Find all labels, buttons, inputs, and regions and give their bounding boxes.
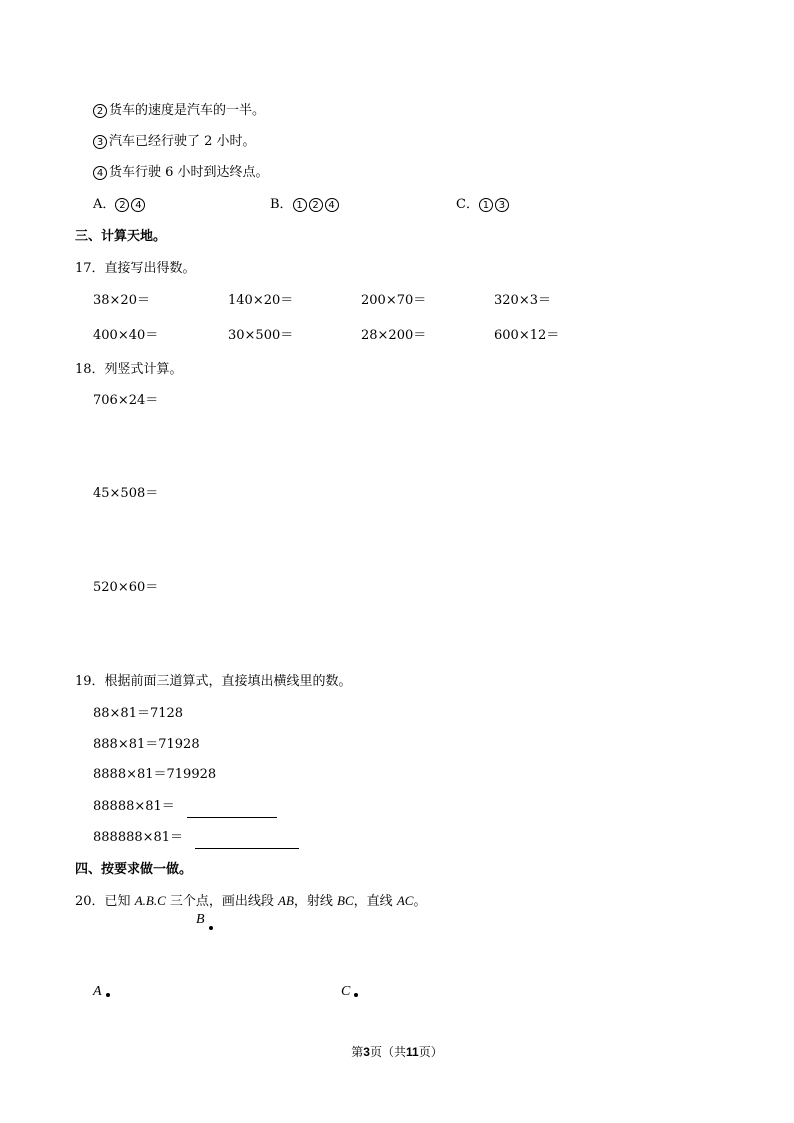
- q19-item-5: [93, 830, 299, 849]
- circled-number: 3: [93, 135, 107, 149]
- q20-text: 三个点，画出线段: [165, 894, 279, 909]
- point-c-label: C: [341, 984, 351, 999]
- option-c[interactable]: [456, 197, 511, 213]
- q19-expression: 88888×81＝: [93, 799, 175, 814]
- statement-text: 货车的速度是汽车的一半。: [109, 103, 266, 118]
- option-letter: A．: [93, 197, 116, 212]
- option-letter: C．: [456, 197, 479, 212]
- q19-item-4: [93, 799, 277, 818]
- q20-label: [75, 893, 426, 910]
- q20-text: ，直线: [353, 894, 397, 909]
- point-a-dot[interactable]: [106, 993, 110, 997]
- q17-item-1: 38×20＝: [93, 293, 150, 308]
- q17-label: 17．直接写出得数。: [75, 261, 196, 276]
- circled-number: 2: [93, 104, 107, 118]
- q17-item-8: 600×12＝: [494, 328, 560, 343]
- circled-number: 1: [479, 198, 493, 212]
- q17-item-3: 200×70＝: [361, 293, 427, 308]
- statement-2: [93, 103, 265, 119]
- statement-text: 汽车已经行驶了 2 小时。: [109, 134, 256, 149]
- circled-number: 1: [293, 198, 307, 212]
- footer-text: 页）: [418, 1045, 443, 1059]
- q17-item-2: 140×20＝: [228, 293, 294, 308]
- option-a[interactable]: [93, 197, 147, 213]
- statement-4: [93, 165, 269, 181]
- answer-blank[interactable]: [187, 801, 277, 818]
- q18-item-2: 45×508＝: [93, 486, 159, 501]
- circled-number: 3: [495, 198, 509, 212]
- q17-item-7: 28×200＝: [361, 328, 427, 343]
- q20-line-ac: AC: [396, 893, 414, 908]
- page-number: 3: [363, 1045, 370, 1059]
- q18-item-3: 520×60＝: [93, 580, 159, 595]
- q20-text: 。: [413, 894, 427, 909]
- q20-text: ，射线: [293, 894, 338, 909]
- statement-3: [93, 134, 256, 150]
- option-b[interactable]: [270, 197, 341, 213]
- statement-text: 货车行驶 6 小时到达终点。: [109, 165, 269, 180]
- total-pages: 11: [406, 1045, 419, 1059]
- footer-text: 页（共: [369, 1045, 406, 1059]
- circled-number: 4: [325, 198, 339, 212]
- point-a-label: A: [93, 984, 102, 999]
- page-footer: [0, 1043, 794, 1060]
- q19-expression: 888888×81＝: [93, 830, 184, 845]
- circled-number: 2: [309, 198, 323, 212]
- footer-text: 第: [351, 1045, 364, 1059]
- q19-item-3: 8888×81＝719928: [93, 767, 217, 782]
- q17-item-4: 320×3＝: [494, 293, 551, 308]
- q18-item-1: 706×24＝: [93, 393, 159, 408]
- point-c-dot[interactable]: [354, 993, 358, 997]
- circled-number: 4: [93, 166, 107, 180]
- section-4-title: 四、按要求做一做。: [75, 862, 193, 877]
- q18-label: 18．列竖式计算。: [75, 362, 183, 377]
- q20-points: A.B.C: [134, 893, 166, 908]
- q19-item-2: 888×81＝71928: [93, 737, 200, 752]
- point-b-label: B: [196, 912, 205, 927]
- option-letter: B．: [270, 197, 293, 212]
- point-b-dot[interactable]: [209, 926, 213, 930]
- q19-item-1: 88×81＝7128: [93, 706, 184, 721]
- circled-number: 4: [131, 198, 145, 212]
- q20-segment-ab: AB: [278, 893, 294, 908]
- q19-label: 19．根据前面三道算式，直接填出横线里的数。: [75, 674, 352, 689]
- q17-item-6: 30×500＝: [228, 328, 294, 343]
- section-3-title: 三、计算天地。: [75, 229, 167, 244]
- q20-text: 20．已知: [75, 894, 135, 909]
- q17-item-5: 400×40＝: [93, 328, 159, 343]
- circled-number: 2: [115, 198, 129, 212]
- q20-ray-bc: BC: [337, 893, 354, 908]
- answer-blank[interactable]: [195, 832, 299, 849]
